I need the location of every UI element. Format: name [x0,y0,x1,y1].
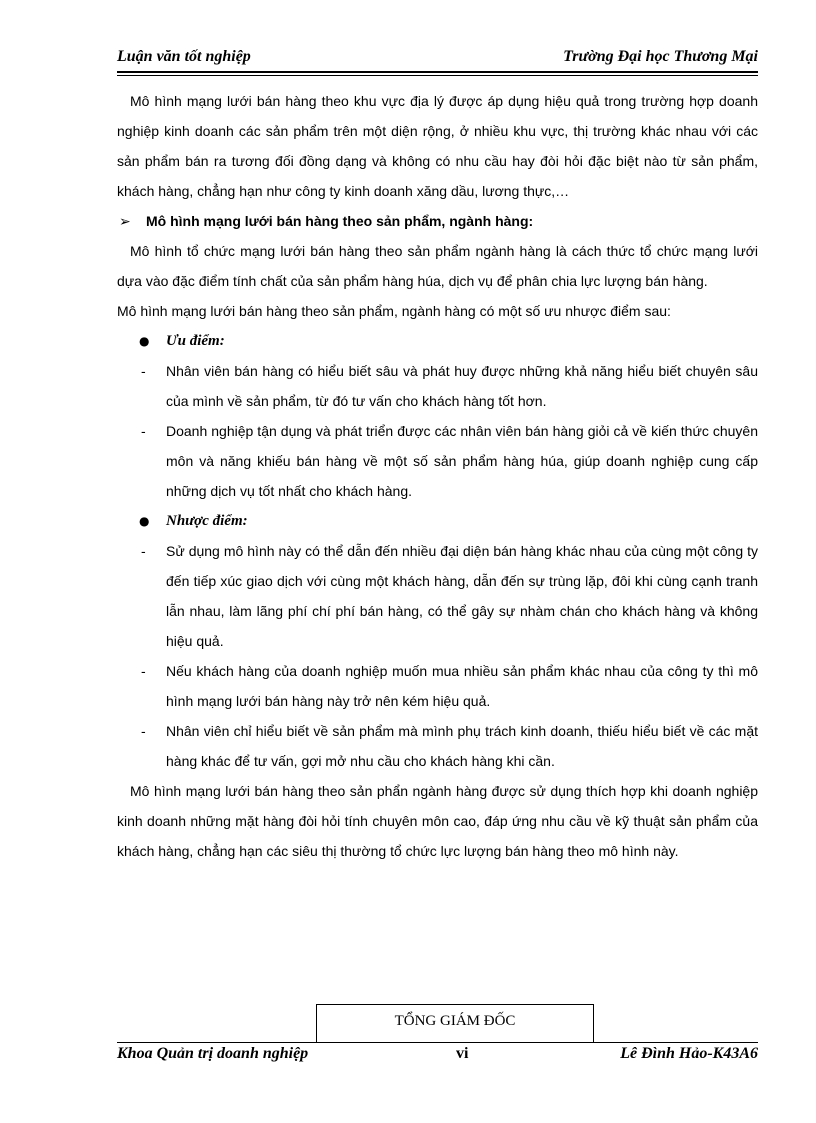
header-rule-thick [117,71,758,73]
advantage-item-text: Nhân viên bán hàng có hiểu biết sâu và phát huy được những khả năng hiểu biết chuyên sâu của mình về sản phẩm, từ đó tư vấn cho khách hàng tốt hơn. [166,363,758,409]
round-bullet-icon: ● [139,334,150,348]
dash-bullet-icon: - [141,663,146,679]
section-heading-text: Mô hình mạng lưới bán hàng theo sản phẩm, ngành hàng: [146,213,534,229]
list-item [117,356,758,416]
dash-bullet-icon: - [141,543,146,559]
footer-faculty-label: Khoa Quản trị doanh nghiệp [117,1045,309,1062]
org-chart-top-box [316,1004,594,1042]
dash-bullet-icon: - [141,423,146,439]
list-item [117,656,758,716]
header-rule-thin [117,75,758,76]
footer-author-label: Lê Đình Hảo-K43A6 [620,1045,758,1062]
page-footer [117,1045,758,1067]
paragraph-pros-cons-intro: Mô hình mạng lưới bán hàng theo sản phẩm, ngành hàng có một số ưu nhược điểm sau: [117,303,671,319]
document-body [117,86,758,866]
paragraph-product-model-definition: Mô hình tổ chức mạng lưới bán hàng theo sản phẩm ngành hàng là cách thức tổ chức mạng lưới dựa vào đặc điểm tính chất của sản phẩm hàng húa, dịch vụ để phân chia lực lượng bán hàng. [117,243,758,289]
round-bullet-icon: ● [139,514,150,528]
advantage-item-text: Doanh nghiệp tận dụng và phát triển được các nhân viên bán hàng giỏi cả về kiến thức chuyên môn và năng khiếu bán hàng về một số sản phẩm hàng húa, giúp doanh nghiệp cung cấp những dịch vụ tốt nhất cho khách hàng. [166,423,758,499]
arrow-bullet-icon: ➢ [119,213,131,229]
dash-bullet-icon: - [141,723,146,739]
dash-bullet-icon: - [141,363,146,379]
paragraph-product-model-usage: Mô hình mạng lưới bán hàng theo sản phẩn ngành hàng được sử dụng thích hợp khi doanh nghiệp kinh doanh những mặt hàng đòi hỏi tính chuyên môn cao, đáp ứng nhu cầu về kỹ thuật sản phẩm của khách hàng, chẳng hạn các siêu thị thường tổ chức lực lượng bán hàng theo mô hình này. [117,783,758,859]
list-item [117,716,758,776]
footer-rule [117,1042,758,1043]
header-thesis-label: Luận văn tốt nghiệp [117,48,251,65]
disadvantages-title-text: Nhược điểm: [166,513,248,529]
section-heading [117,206,758,236]
disadvantage-item-text: Sử dụng mô hình này có thể dẫn đến nhiều đại diện bán hàng khác nhau của cùng một công ty đến tiếp xúc giao dịch với cùng một khách hàng, dẫn đến sự trùng lặp, đôi khi cùng cạnh tranh lẫn nhau, làm lãng phí chí phí bán hàng, có thể gây sự nhàm chán cho khách hàng và không hiệu quả. [166,543,758,649]
disadvantages-title [117,506,758,536]
page-number: vi [456,1045,469,1062]
header-university-label: Trường Đại học Thương Mại [563,48,758,65]
paragraph-region-model-summary: Mô hình mạng lưới bán hàng theo khu vực địa lý được áp dụng hiệu quả trong trường hợp doanh nghiệp kinh doanh các sản phẩm trên một diện rộng, ở nhiều khu vực, thị trường khác nhau với các sản phẩm bán ra tương đối đồng dạng và không có nhu cầu hay đòi hỏi đặc biệt nào từ sản phẩm, khách hàng, chẳng hạn như công ty kinh doanh xăng dầu, lương thực,… [117,93,758,199]
page-header [117,48,758,70]
list-item [117,416,758,506]
advantages-title [117,326,758,356]
org-chart-top-box-label: TỔNG GIÁM ĐỐC [394,1013,516,1029]
disadvantage-item-text: Nếu khách hàng của doanh nghiệp muốn mua nhiều sản phẩm khác nhau của công ty thì mô hình mạng lưới bán hàng này trở nên kém hiệu quả. [166,663,758,709]
list-item [117,536,758,656]
disadvantage-item-text: Nhân viên chỉ hiểu biết về sản phẩm mà mình phụ trách kinh doanh, thiếu hiểu biết về các mặt hàng khác để tư vấn, gợi mở nhu cầu cho khách hàng khi cần. [166,723,758,769]
advantages-title-text: Ưu điểm: [166,333,225,349]
